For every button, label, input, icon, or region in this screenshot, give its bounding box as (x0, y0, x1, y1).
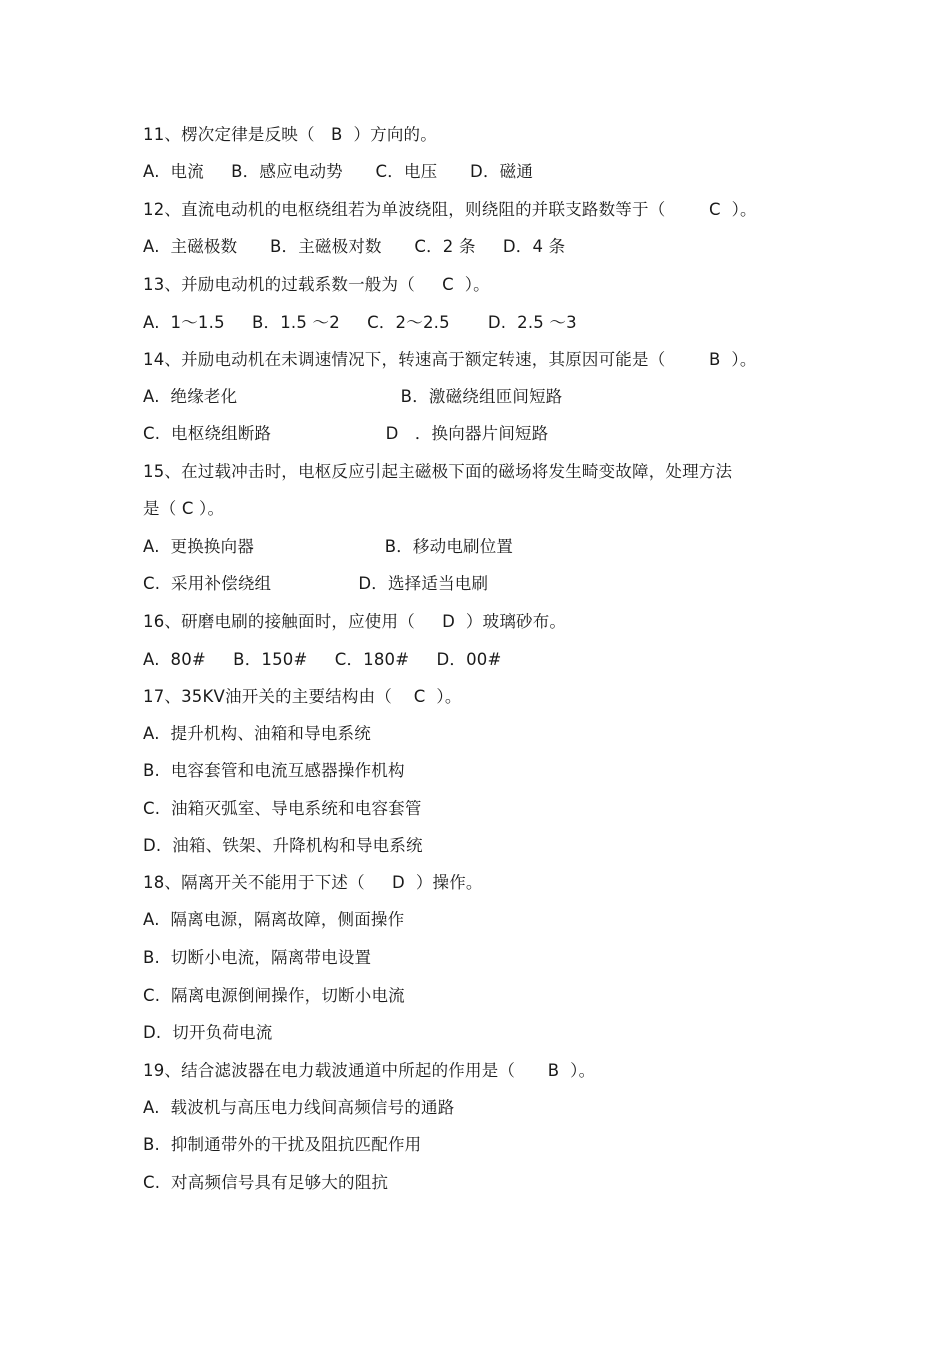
question-17-option-a: A. 提升机构、油箱和导电系统 (143, 724, 371, 743)
question-14: 14、并励电动机在未调速情况下，转速高于额定转速，其原因可能是（ B ）。 (143, 350, 757, 369)
question-17-option-c: C. 油箱灭弧室、导电系统和电容套管 (143, 799, 422, 818)
question-16: 16、研磨电刷的接触面时，应使用（ D ）玻璃砂布。 (143, 612, 567, 631)
question-11: 11、楞次定律是反映（ B ）方向的。 (143, 125, 437, 144)
question-13-options: A. 1～1.5 B．1.5 ～2 C．2～2.5 D. 2.5 ～3 (143, 313, 577, 332)
question-17-option-d: D. 油箱、铁架、升降机构和导电系统 (143, 836, 423, 855)
question-18-option-c: C. 隔离电源倒闸操作，切断小电流 (143, 986, 405, 1005)
question-12-options: A. 主磁极数 B．主磁极对数 C．2 条 D．4 条 (143, 237, 566, 256)
question-17-option-b: B. 电容套管和电流互感器操作机构 (143, 761, 405, 780)
question-18-option-d: D. 切开负荷电流 (143, 1023, 273, 1042)
question-19-option-a: A. 载波机与高压电力线间高频信号的通路 (143, 1098, 455, 1117)
question-18-option-b: B. 切断小电流，隔离带电设置 (143, 948, 372, 967)
question-15-options-cd: C. 采用补偿绕组 D．选择适当电刷 (143, 574, 489, 593)
question-14-options-cd: C. 电枢绕组断路 D ．换向器片间短路 (143, 424, 549, 443)
question-15-options-ab: A. 更换换向器 B．移动电刷位置 (143, 537, 514, 556)
question-18: 18、隔离开关不能用于下述（ D ）操作。 (143, 873, 483, 892)
question-12: 12、直流电动机的电枢绕组若为单波绕阻，则绕阻的并联支路数等于（ C ）。 (143, 200, 757, 219)
question-16-options: A. 80# B．150# C．180# D．00# (143, 650, 502, 669)
question-19-option-c: C. 对高频信号具有足够大的阻抗 (143, 1173, 389, 1192)
question-19: 19、结合滤波器在电力载波通道中所起的作用是（ B ）。 (143, 1061, 596, 1080)
question-13: 13、并励电动机的过载系数一般为（ C ）。 (143, 275, 490, 294)
question-17: 17、35KV油开关的主要结构由（ C ）。 (143, 687, 462, 706)
question-14-options-ab: A. 绝缘老化 B．激磁绕组匝间短路 (143, 387, 563, 406)
question-18-option-a: A. 隔离电源，隔离故障，侧面操作 (143, 910, 405, 929)
question-11-options: A. 电流 B．感应电动势 C．电压 D．磁通 (143, 162, 534, 181)
question-15-continued: 是（ C ）。 (143, 499, 225, 518)
question-19-option-b: B. 抑制通带外的干扰及阻抗匹配作用 (143, 1135, 422, 1154)
question-15: 15、在过载冲击时，电枢反应引起主磁极下面的磁场将发生畸变故障，处理方法 (143, 462, 733, 481)
